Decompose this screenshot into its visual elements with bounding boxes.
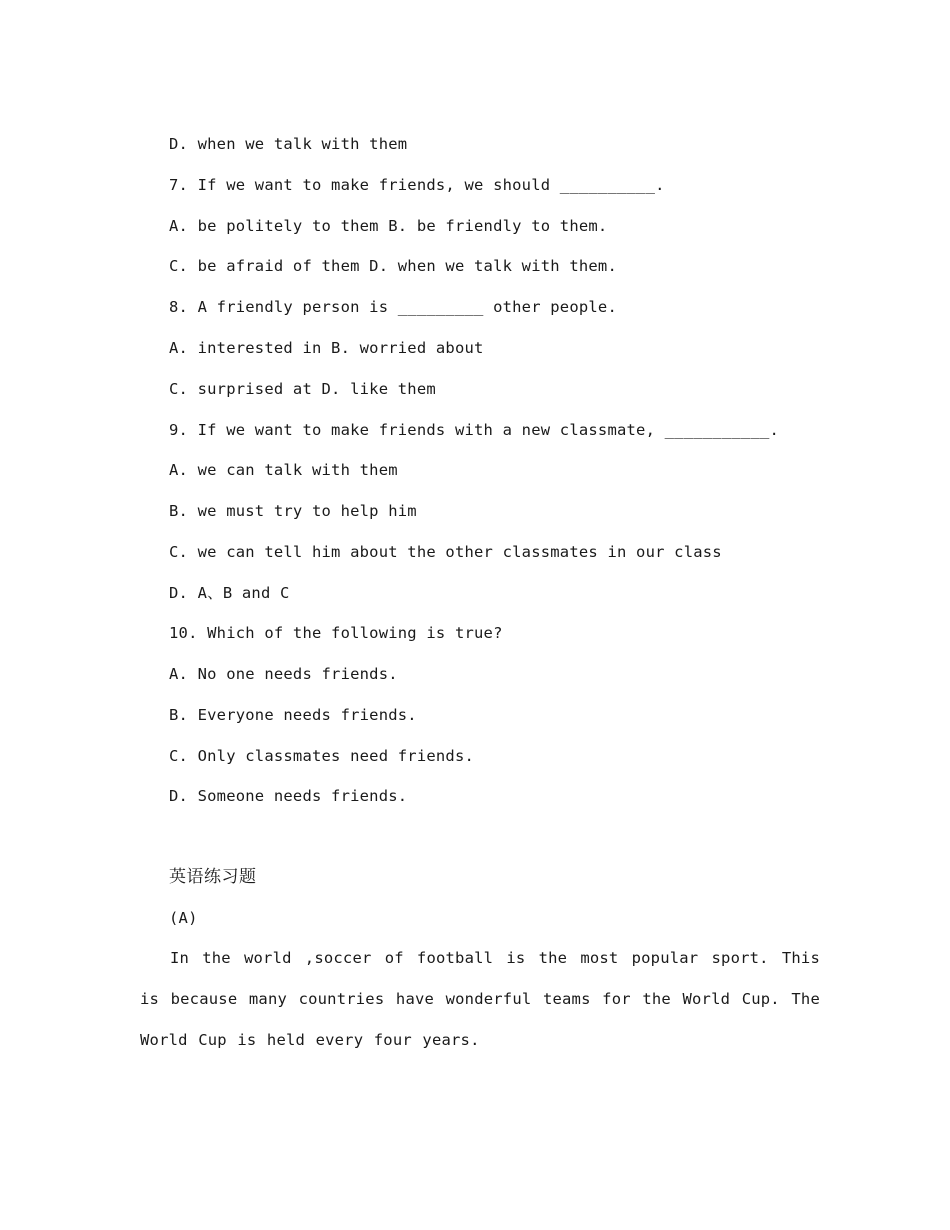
question-7-options-ab: A. be politely to them B. be friendly to them. bbox=[169, 217, 608, 235]
question-10-option-d: D. Someone needs friends. bbox=[169, 787, 408, 805]
question-9-option-d: D. A、B and C bbox=[169, 584, 290, 602]
question-10: 10. Which of the following is true? bbox=[169, 624, 503, 642]
question-7-options-cd: C. be afraid of them D. when we talk with them. bbox=[169, 257, 617, 275]
question-9-option-c: C. we can tell him about the other classmates in our class bbox=[169, 543, 722, 561]
section-title: 英语练习题 bbox=[169, 867, 257, 887]
question-9: 9. If we want to make friends with a new classmate, ___________. bbox=[169, 421, 780, 439]
question-8: 8. A friendly person is _________ other people. bbox=[169, 298, 617, 316]
question-10-option-c: C. Only classmates need friends. bbox=[169, 747, 475, 765]
question-9-option-b: B. we must try to help him bbox=[169, 502, 417, 520]
question-7: 7. If we want to make friends, we should __________. bbox=[169, 176, 665, 194]
question-10-option-b: B. Everyone needs friends. bbox=[169, 706, 417, 724]
question-9-option-a: A. we can talk with them bbox=[169, 461, 398, 479]
question-8-options-cd: C. surprised at D. like them bbox=[169, 380, 436, 398]
section-label: (A) bbox=[169, 909, 198, 927]
question-6-option-d: D. when we talk with them bbox=[169, 135, 408, 153]
passage-paragraph: In the world ,soccer of football is the most popular sport. This is because many countries have wonderful teams for the World Cup. The World Cup is held every four years. bbox=[140, 949, 820, 1049]
question-8-options-ab: A. interested in B. worried about bbox=[169, 339, 484, 357]
question-10-option-a: A. No one needs friends. bbox=[169, 665, 398, 683]
